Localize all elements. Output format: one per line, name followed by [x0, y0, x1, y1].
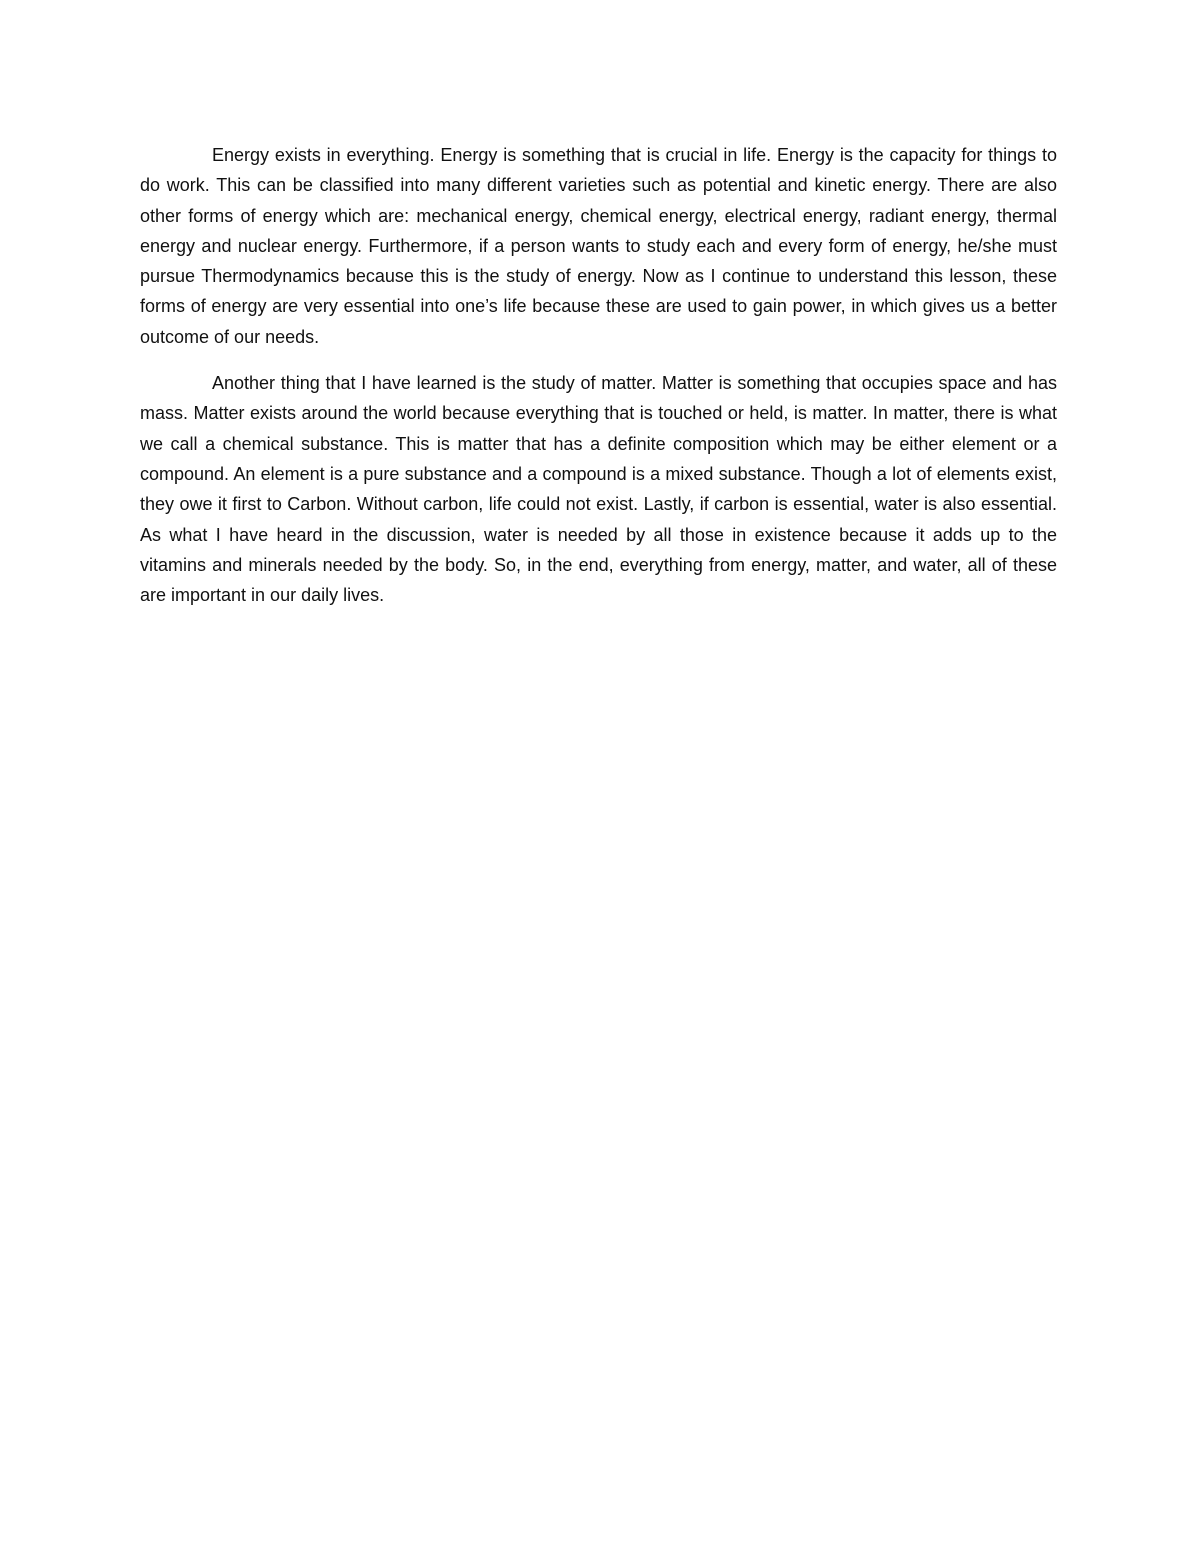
document-body: [140, 140, 1057, 626]
paragraph-energy: Energy exists in everything. Energy is something that is crucial in life. Energy is the capacity for things to do work. This can be classified into many different varieties such as potential and kinetic energy. There are also other forms of energy which are: mechanical energy, chemical energy, electrical energy, radiant energy, thermal energy and nuclear energy. Furthermore, if a person wants to study each and every form of energy, he/she must pursue Thermodynamics because this is the study of energy. Now as I continue to understand this lesson, these forms of energy are very essential into one’s life because these are used to gain power, in which gives us a better outcome of our needs.: [140, 145, 1057, 347]
paragraph-matter: Another thing that I have learned is the study of matter. Matter is something that occupies space and has mass. Matter exists around the world because everything that is touched or held, is matter. In matter, there is what we call a chemical substance. This is matter that has a definite composition which may be either element or a compound. An element is a pure substance and a compound is a mixed substance. Though a lot of elements exist, they owe it first to Carbon. Without carbon, life could not exist. Lastly, if carbon is essential, water is also essential. As what I have heard in the discussion, water is needed by all those in existence because it adds up to the vitamins and minerals needed by the body. So, in the end, everything from energy, matter, and water, all of these are important in our daily lives.: [140, 373, 1057, 606]
